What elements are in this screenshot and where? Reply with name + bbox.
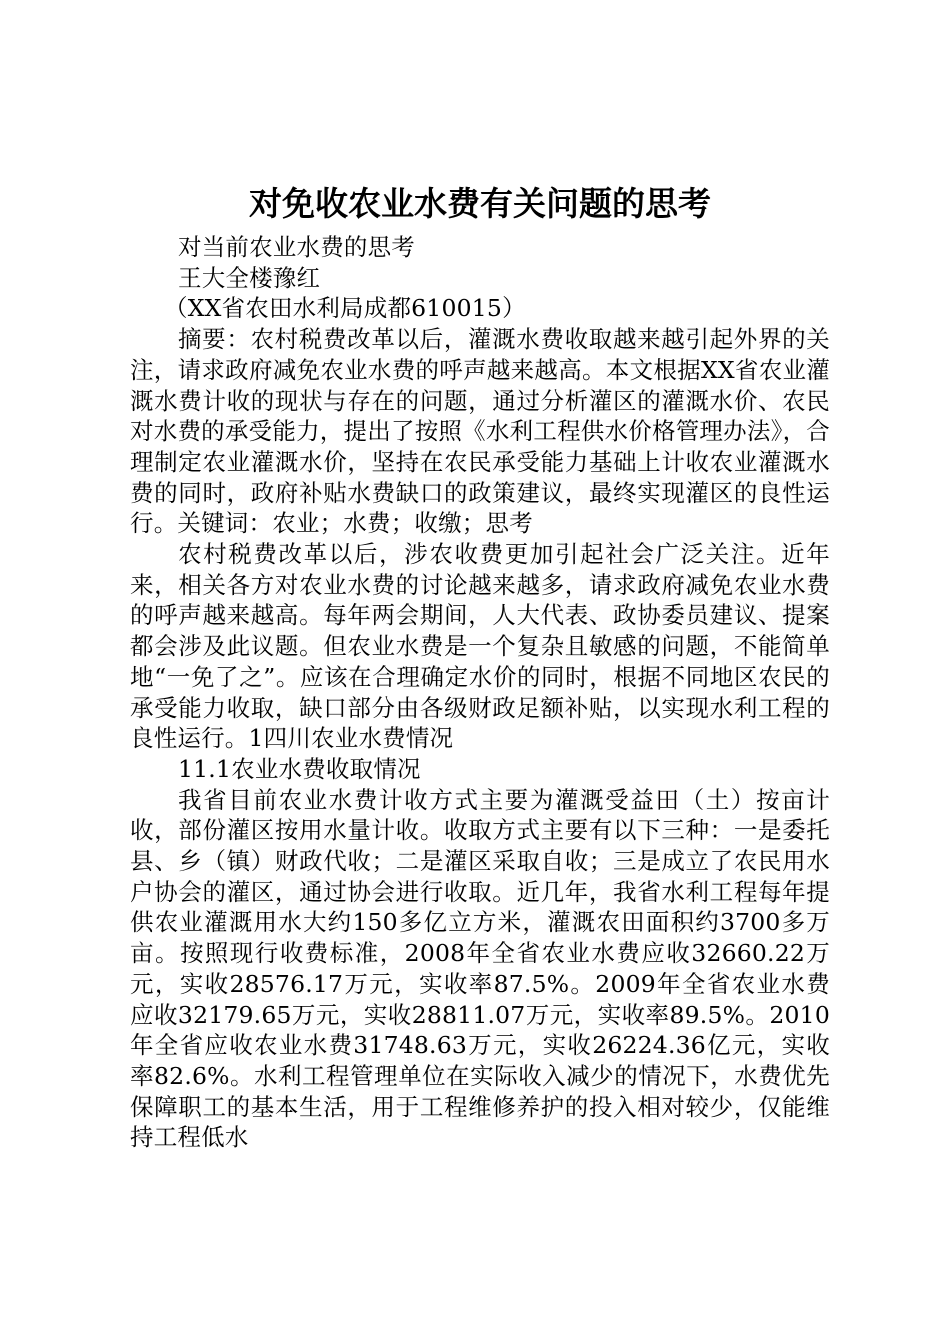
authors: 王大全楼豫红 [178,263,321,292]
section-heading: 11.1农业水费收取情况 [178,754,421,783]
abstract-paragraph: 摘要：农村税费改革以后，灌溉水费收取越来越引起外界的关注，请求政府减免农业水费的呼声越来越高。本文根据XX省农业灌溉水费计收的现状与存在的问题，通过分析灌区的灌溉水价、农民对水费的承受能力，提出了按照《水利工程供水价格管理办法》，合理制定农业灌溉水价，坚持在农民承受能力基础上计收农业灌溉水费的同时，政府补贴水费缺口的政策建议，最终实现灌区的良性运行。关键词：农业；水费；收缴；思考 [130,325,830,538]
affiliation: （XX省农田水利局成都610015） [164,294,526,323]
body-paragraph-2: 我省目前农业水费计收方式主要为灌溉受益田（土）按亩计收，部份灌区按用水量计收。收取方式主要有以下三种：一是委托县、乡（镇）财政代收；二是灌区采取自收；三是成立了农民用水户协会的灌区，通过协会进行收取。近几年，我省水利工程每年提供农业灌溉用水大约150多亿立方米，灌溉农田面积约3700多万亩。按照现行收费标准，2008年全省农业水费应收32660.22万元，实收28576.17万元，实收率87.5%。2009年全省农业水费应收32179.65万元，实收28811.07万元，实收率89.5%。2010年全省应收农业水费31748.63万元，实收26224.36亿元，实收率82.6%。水利工程管理单位在实际收入减少的情况下，水费优先保障职工的基本生活，用于工程维修养护的投入相对较少，仅能维持工程低水 [130,785,830,1152]
body-paragraph-1: 农村税费改革以后，涉农收费更加引起社会广泛关注。近年来，相关各方对农业水费的讨论越来越多，请求政府减免农业水费的呼声越来越高。每年两会期间，人大代表、政协委员建议、提案都会涉及此议题。但农业水费是一个复杂且敏感的问题，不能简单地“一免了之”。应该在合理确定水价的同时，根据不同地区农民的承受能力收取，缺口部分由各级财政足额补贴，以实现水利工程的良性运行。1四川农业水费情况 [130,540,830,753]
subtitle: 对当前农业水费的思考 [178,233,415,261]
document-title: 对免收农业水费有关问题的思考 [249,184,711,223]
document-page [130,178,830,1153]
